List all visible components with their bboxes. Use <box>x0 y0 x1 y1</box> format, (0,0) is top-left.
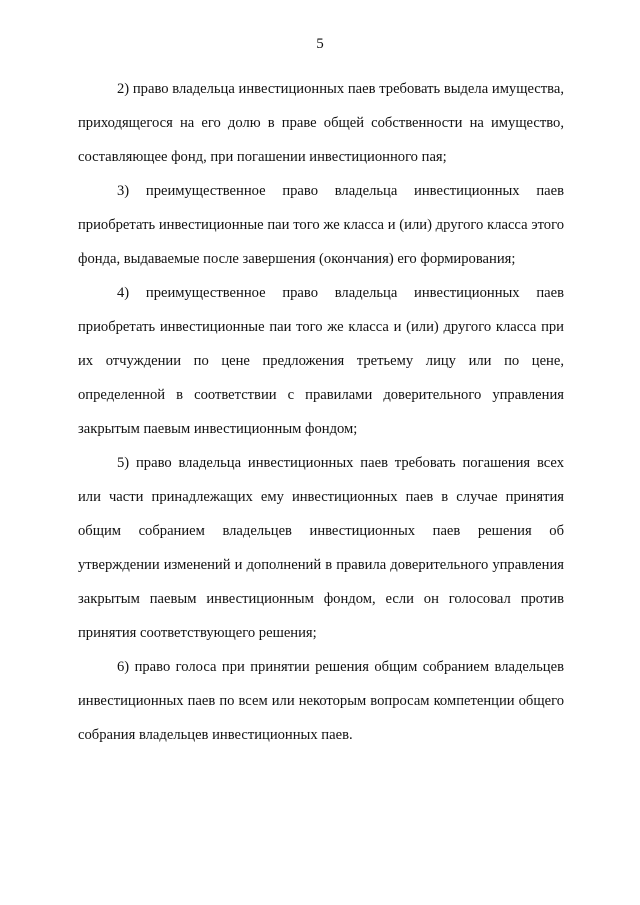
document-body <box>78 72 564 752</box>
paragraph-item-6: 6) право голоса при принятии решения общим собранием владельцев инвестиционных паев по всем или некоторым вопросам компетенции общего собрания владельцев инвестиционных паев. <box>78 659 564 743</box>
paragraph-item-2: 2) право владельца инвестиционных паев требовать выдела имущества, приходящегося на его долю в праве общей собственности на имущество, составляющее фонд, при погашении инвестиционного пая; <box>78 81 564 165</box>
paragraph-item-5: 5) право владельца инвестиционных паев требовать погашения всех или части принадлежащих ему инвестиционных паев в случае принятия общим собранием владельцев инвестиционных паев решения об утверждении изменений и дополнений в правила доверительного управления закрытым паевым инвестиционным фондом, если он голосовал против принятия соответствующего решения; <box>78 455 564 641</box>
page-number: 5 <box>316 36 324 52</box>
paragraph-item-4: 4) преимущественное право владельца инвестиционных паев приобретать инвестиционные паи того же класса и (или) другого класса при их отчуждении по цене предложения третьему лицу или по цене, определенной в соответствии с правилами доверительного управления закрытым паевым инвестиционным фондом; <box>78 285 564 437</box>
paragraph-item-3: 3) преимущественное право владельца инвестиционных паев приобретать инвестиционные паи того же класса и (или) другого класса этого фонда, выдаваемые после завершения (окончания) его формирования; <box>78 183 564 267</box>
